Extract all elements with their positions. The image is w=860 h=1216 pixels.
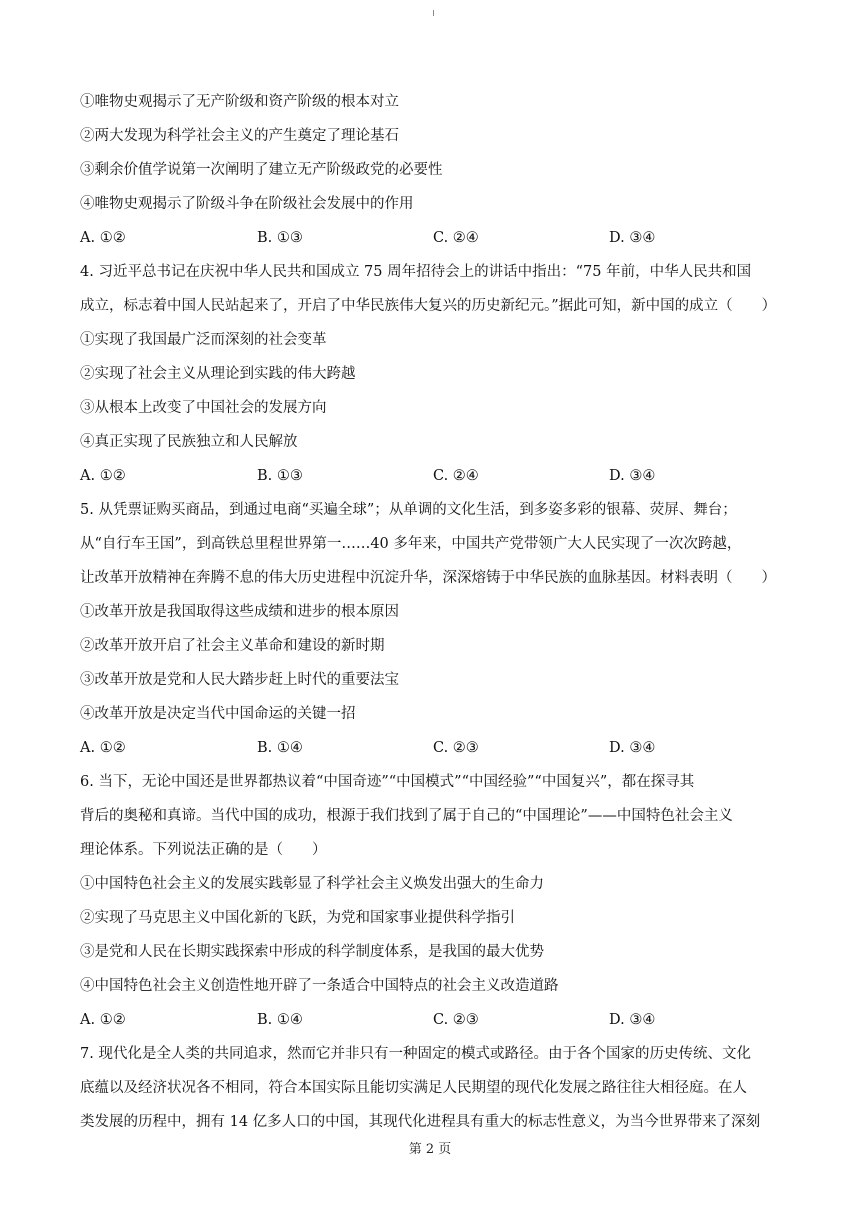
option-c[interactable]: C. ②④ <box>433 230 479 246</box>
statement-2: ②实现了社会主义从理论到实践的伟大跨越 <box>80 366 356 382</box>
question-stem-line: 6. 当下，无论中国还是世界都热议着“中国奇迹”“中国模式”“中国经验”“中国复兴”，都在探寻其 <box>80 774 695 790</box>
option-d[interactable]: D. ③④ <box>609 468 656 484</box>
statement-1: ①改革开放是我国取得这些成绩和进步的根本原因 <box>80 604 399 620</box>
statement-3: ③从根本上改变了中国社会的发展方向 <box>80 400 327 416</box>
statement-4: ④唯物史观揭示了阶级斗争在阶级社会发展中的作用 <box>80 196 414 212</box>
option-c[interactable]: C. ②③ <box>433 740 479 756</box>
question-stem-line: 4. 习近平总书记在庆祝中华人民共和国成立 75 周年招待会上的讲话中指出：“75 年前，中华人民共和国 <box>80 264 752 280</box>
option-d[interactable]: D. ③④ <box>609 740 656 756</box>
statement-4: ④真正实现了民族独立和人民解放 <box>80 434 298 450</box>
statement-4: ④改革开放是决定当代中国命运的关键一招 <box>80 706 356 722</box>
option-a[interactable]: A. ①② <box>80 468 126 484</box>
question-7 <box>80 1037 782 1139</box>
question-stem-line: 背后的奥秘和真谛。当代中国的成功，根源于我们找到了属于自己的“中国理论”——中国特色社会主义 <box>80 808 733 824</box>
statement-1: ①中国特色社会主义的发展实践彰显了科学社会主义焕发出强大的生命力 <box>80 876 544 892</box>
option-c[interactable]: C. ②④ <box>433 468 479 484</box>
top-marker <box>433 10 434 16</box>
statement-3: ③剩余价值学说第一次阐明了建立无产阶级政党的必要性 <box>80 162 443 178</box>
option-b[interactable]: B. ①③ <box>257 230 303 246</box>
question-stem-line: 让改革开放精神在奔腾不息的伟大历史进程中沉淀升华，深深熔铸于中华民族的血脉基因。材料表明（ ） <box>80 570 776 586</box>
option-b[interactable]: B. ①④ <box>257 1012 303 1028</box>
option-a[interactable]: A. ①② <box>80 740 126 756</box>
question-stem-line: 类发展的历程中，拥有 14 亿多人口的中国，其现代化进程具有重大的标志性意义，为当今世界带来了深刻 <box>80 1114 761 1130</box>
statement-3: ③改革开放是党和人民大踏步赶上时代的重要法宝 <box>80 672 399 688</box>
option-d[interactable]: D. ③④ <box>609 230 656 246</box>
option-b[interactable]: B. ①④ <box>257 740 303 756</box>
question-3 <box>80 85 782 255</box>
answer-options <box>80 731 782 765</box>
page-content <box>80 85 782 1139</box>
question-5 <box>80 493 782 765</box>
statement-1: ①实现了我国最广泛而深刻的社会变革 <box>80 332 327 348</box>
option-a[interactable]: A. ①② <box>80 1012 126 1028</box>
option-d[interactable]: D. ③④ <box>609 1012 656 1028</box>
option-c[interactable]: C. ②③ <box>433 1012 479 1028</box>
option-b[interactable]: B. ①③ <box>257 468 303 484</box>
question-stem-line: 7. 现代化是全人类的共同追求，然而它并非只有一种固定的模式或路径。由于各个国家的历史传统、文化 <box>80 1046 751 1062</box>
statement-2: ②改革开放开启了社会主义革命和建设的新时期 <box>80 638 385 654</box>
statement-1: ①唯物史观揭示了无产阶级和资产阶级的根本对立 <box>80 94 399 110</box>
statement-2: ②实现了马克思主义中国化新的飞跃，为党和国家事业提供科学指引 <box>80 910 515 926</box>
option-a[interactable]: A. ①② <box>80 230 126 246</box>
question-6 <box>80 765 782 1037</box>
answer-options <box>80 459 782 493</box>
statement-2: ②两大发现为科学社会主义的产生奠定了理论基石 <box>80 128 399 144</box>
statement-3: ③是党和人民在长期实践探索中形成的科学制度体系，是我国的最大优势 <box>80 944 544 960</box>
question-stem-line: 理论体系。下列说法正确的是（ ） <box>80 842 327 858</box>
question-stem-line: 底蕴以及经济状况各不相同，符合本国实际且能切实满足人民期望的现代化发展之路往往大相径庭。在人 <box>80 1080 747 1096</box>
question-stem-line: 5. 从凭票证购买商品，到通过电商“买遍全球”；从单调的文化生活，到多姿多彩的银幕、荧屏、舞台； <box>80 502 737 518</box>
page-number: 第 2 页 <box>408 1142 452 1157</box>
answer-options <box>80 1003 782 1037</box>
statement-4: ④中国特色社会主义创造性地开辟了一条适合中国特点的社会主义改造道路 <box>80 978 559 994</box>
question-4 <box>80 255 782 493</box>
question-stem-line: 成立，标志着中国人民站起来了，开启了中华民族伟大复兴的历史新纪元。”据此可知，新中国的成立（ ） <box>80 298 777 314</box>
question-stem-line: 从“自行车王国”，到高铁总里程世界第一……40 多年来，中国共产党带领广大人民实现了一次次跨越， <box>80 536 742 552</box>
answer-options <box>80 221 782 255</box>
